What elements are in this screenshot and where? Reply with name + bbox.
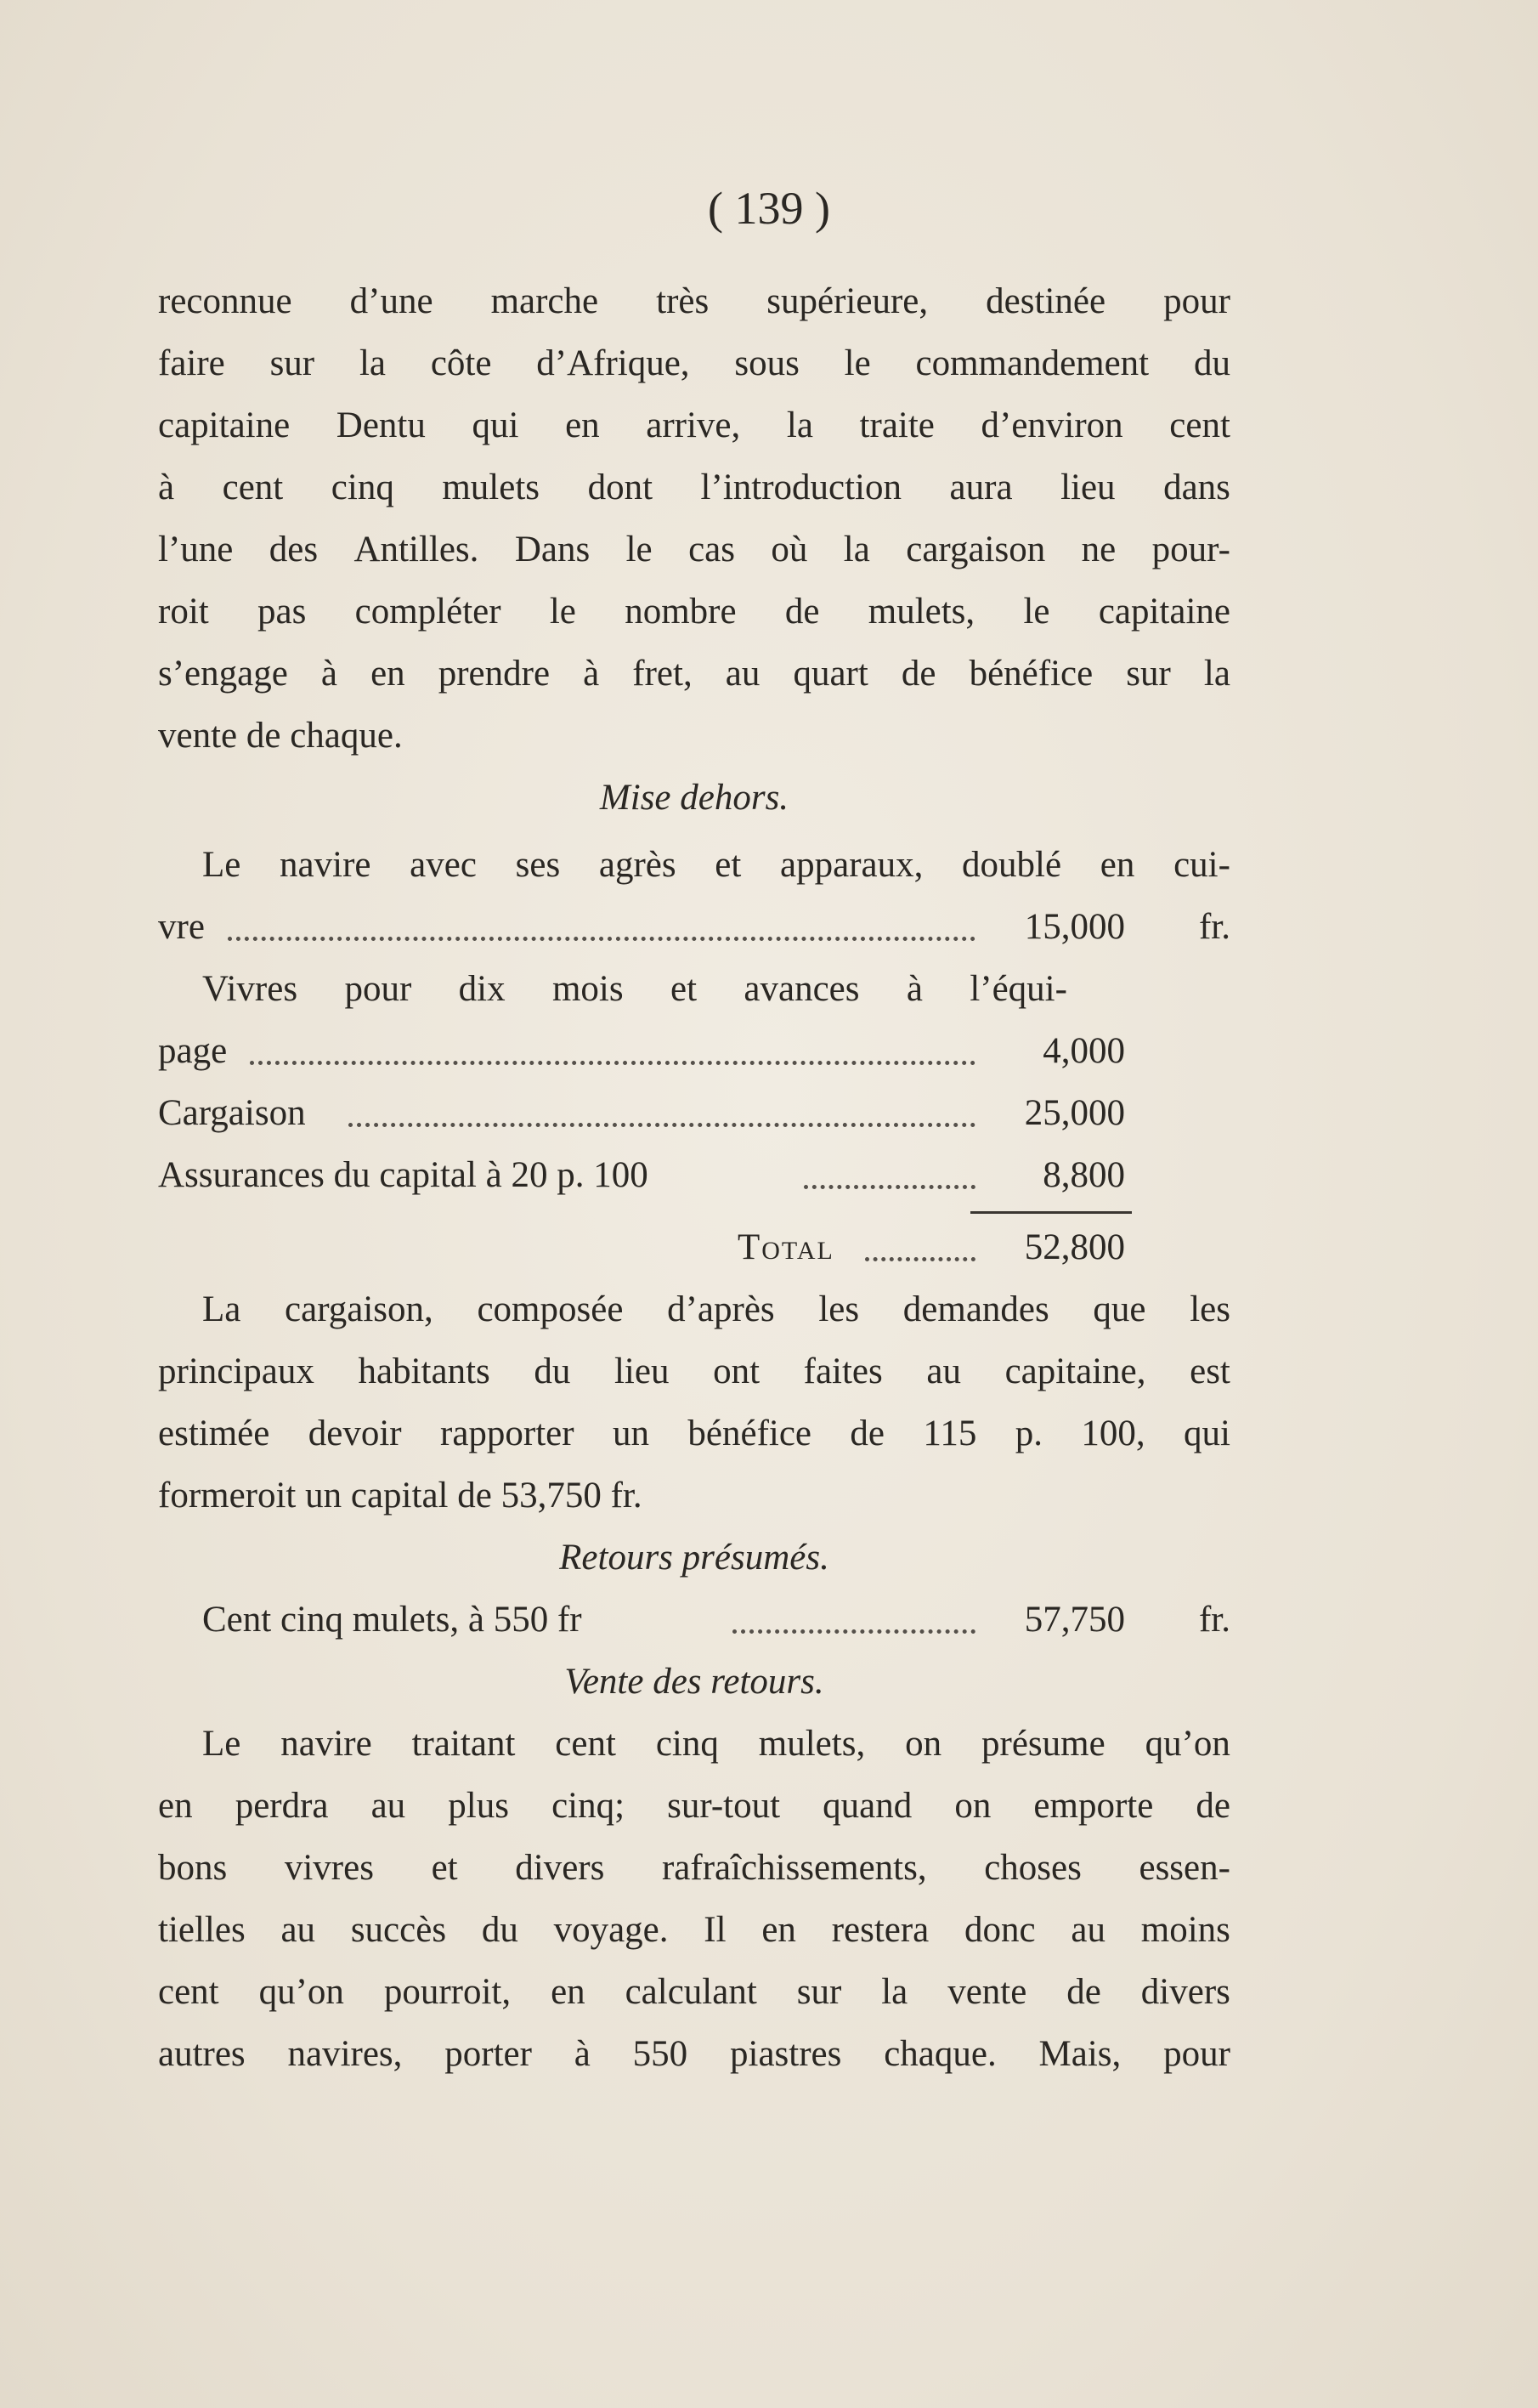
word: d’Afrique, <box>536 343 690 383</box>
word: qui <box>472 405 519 445</box>
word: la <box>843 530 870 569</box>
word: sous <box>734 343 800 383</box>
word: le <box>844 343 871 383</box>
word: lieu <box>614 1351 670 1391</box>
word: sur <box>1126 654 1171 694</box>
page-number: ( 139 ) <box>708 183 830 234</box>
word: porter <box>444 2034 532 2074</box>
sum-rule-wrap <box>158 1206 1230 1216</box>
word: le <box>625 530 653 569</box>
word: et <box>431 1848 458 1888</box>
word: à <box>583 654 600 694</box>
word: emporte <box>1033 1786 1154 1826</box>
outlay-table <box>158 834 1230 1278</box>
text-line <box>158 1775 1230 1837</box>
word: navire <box>280 845 371 885</box>
word: lieu <box>1060 467 1116 507</box>
outlay-row-vivres <box>158 1020 1230 1082</box>
dot-leader <box>250 1061 975 1065</box>
outlay-label: Cargaison <box>158 1093 306 1133</box>
word: cinq; <box>551 1786 625 1826</box>
word: des <box>269 530 319 569</box>
word: à <box>320 654 337 694</box>
word: au <box>926 1351 961 1391</box>
word: sur-tout <box>667 1786 781 1826</box>
word: au <box>1071 1910 1105 1950</box>
word: composée <box>477 1289 624 1329</box>
word: navire <box>280 1724 372 1764</box>
word: pour <box>344 969 412 1009</box>
text-line <box>158 1837 1230 1899</box>
total-amount: 52,800 <box>1024 1227 1125 1267</box>
word: formeroit un capital de 53,750 fr. <box>158 1476 642 1516</box>
text-line <box>158 1713 1230 1775</box>
word: au <box>280 1910 316 1950</box>
word: mulets, <box>868 592 975 632</box>
word: aura <box>949 467 1013 507</box>
paragraph-continuation <box>158 270 1230 767</box>
word: du <box>1193 343 1230 383</box>
text-line <box>158 1340 1230 1402</box>
word: cinq <box>331 467 394 507</box>
word: Il <box>704 1910 727 1950</box>
text-line <box>158 1961 1230 2023</box>
word: capitaine, <box>1004 1351 1146 1391</box>
outlay-amount: 8,800 <box>1043 1155 1125 1195</box>
word: chaque. <box>884 2034 997 2074</box>
word: les <box>1190 1289 1230 1329</box>
word: qu’on <box>1145 1724 1230 1764</box>
word: à <box>906 969 923 1009</box>
currency-unit: fr. <box>1198 1600 1230 1640</box>
word: destinée <box>986 281 1106 321</box>
word: Le <box>202 1724 241 1764</box>
word: prendre <box>438 654 551 694</box>
word: côte <box>430 343 492 383</box>
page-body <box>158 270 1230 2085</box>
word: nombre <box>625 592 737 632</box>
text-line <box>158 1278 1230 1340</box>
word: marche <box>490 281 599 321</box>
word: Vivres <box>202 969 298 1009</box>
word: en <box>761 1910 796 1950</box>
word: 100, <box>1081 1414 1145 1453</box>
word: autres <box>158 2034 246 2074</box>
word: en <box>551 1972 585 2012</box>
retours-row <box>158 1589 1230 1651</box>
word: pourroit, <box>383 1972 512 2012</box>
word: la <box>1203 654 1230 694</box>
word: rafraîchissements, <box>661 1848 927 1888</box>
word: que <box>1093 1289 1146 1329</box>
word: le <box>1023 592 1050 632</box>
word: 115 <box>923 1414 977 1453</box>
word: au <box>370 1786 406 1826</box>
word: 550 <box>632 2034 688 2074</box>
dot-leader <box>348 1123 975 1127</box>
word: roit <box>158 592 209 632</box>
word: au <box>725 654 761 694</box>
total-label: Total <box>738 1227 834 1267</box>
word: qui <box>1184 1414 1230 1453</box>
word: sur <box>796 1972 842 2012</box>
text-line <box>158 1465 1230 1527</box>
word: demandes <box>902 1289 1049 1329</box>
word: ses <box>515 845 561 885</box>
word: d’une <box>349 281 433 321</box>
word: d’environ <box>981 405 1123 445</box>
text-line <box>158 705 1230 767</box>
currency-unit: fr. <box>1198 907 1230 947</box>
text-line <box>158 394 1230 456</box>
text-line <box>158 2023 1230 2085</box>
word: vente de chaque. <box>158 716 403 756</box>
word: pour <box>1163 2034 1230 2074</box>
word: la <box>359 343 386 383</box>
word: on <box>954 1786 992 1826</box>
word: vente <box>947 1972 1027 2012</box>
section-heading-mise-dehors: Mise dehors. <box>599 778 789 818</box>
word: principaux <box>158 1351 314 1391</box>
word: Dans <box>514 530 591 569</box>
dot-leader <box>804 1185 975 1189</box>
outlay-row-navire <box>158 896 1230 958</box>
outlay-label: page <box>158 1031 228 1071</box>
word: sur <box>269 343 315 383</box>
word: présume <box>981 1724 1105 1764</box>
word: on <box>905 1724 942 1764</box>
word: rapporter <box>440 1414 574 1453</box>
word: avances <box>744 969 860 1009</box>
word: calculant <box>625 1972 757 2012</box>
word: mulets <box>442 467 540 507</box>
word: cui- <box>1173 845 1230 885</box>
outlay-row-cargaison <box>158 1082 1230 1144</box>
word: en <box>565 405 600 445</box>
retours-label: Cent cinq mulets, à 550 fr <box>202 1600 582 1640</box>
word: dix <box>458 969 506 1009</box>
word: Mais, <box>1038 2034 1122 2074</box>
text-line <box>158 456 1230 518</box>
word: vivres <box>284 1848 374 1888</box>
text-line <box>158 1402 1230 1465</box>
section-heading-retours: Retours présumés. <box>559 1538 829 1578</box>
word: tielles <box>158 1910 246 1950</box>
word: cas <box>688 530 735 569</box>
word: p. <box>1015 1414 1043 1453</box>
paragraph-cargaison <box>158 1278 1230 1527</box>
word: arrive, <box>646 405 741 445</box>
word: ne <box>1081 530 1117 569</box>
word: où <box>771 530 808 569</box>
word: l’une <box>158 530 234 569</box>
word: succès <box>350 1910 447 1950</box>
word: devoir <box>308 1414 402 1453</box>
word: la <box>881 1972 908 2012</box>
outlay-amount: 4,000 <box>1043 1031 1125 1071</box>
word: restera <box>831 1910 930 1950</box>
word: cent <box>158 1972 219 2012</box>
outlay-row-total <box>158 1216 1230 1278</box>
word: cargaison <box>906 530 1046 569</box>
text-line <box>158 1899 1230 1961</box>
word: bons <box>158 1848 228 1888</box>
word: cent <box>1169 405 1230 445</box>
word: plus <box>448 1786 509 1826</box>
word: en <box>158 1786 193 1826</box>
word: apparaux, <box>780 845 924 885</box>
word: estimée <box>158 1414 270 1453</box>
word: est <box>1190 1351 1230 1391</box>
word: reconnue <box>158 281 292 321</box>
word: pour <box>1163 281 1230 321</box>
word: commandement <box>915 343 1150 383</box>
outlay-label: vre <box>158 907 205 947</box>
word: cargaison, <box>285 1289 433 1329</box>
word: faites <box>803 1351 883 1391</box>
word: supérieure, <box>766 281 929 321</box>
text-line <box>158 958 1067 1020</box>
word: mulets, <box>758 1724 866 1764</box>
word: agrès <box>598 845 676 885</box>
word: capitaine <box>158 405 291 445</box>
word: perdra <box>235 1786 329 1826</box>
word: qu’on <box>258 1972 344 2012</box>
word: s’engage <box>158 654 288 694</box>
outlay-amount: 25,000 <box>1024 1093 1125 1133</box>
word: dans <box>1163 467 1230 507</box>
word: du <box>481 1910 518 1950</box>
outlay-row-assurances <box>158 1144 1230 1206</box>
word: avec <box>410 845 477 885</box>
word: voyage. <box>553 1910 669 1950</box>
word: ont <box>713 1351 761 1391</box>
word: de <box>784 592 820 632</box>
outlay-label: Assurances du capital à 20 p. 100 <box>158 1155 648 1195</box>
sum-rule <box>970 1211 1132 1214</box>
word: piastres <box>730 2034 842 2074</box>
text-line <box>158 332 1230 394</box>
word: bénéfice <box>687 1414 812 1453</box>
word: en <box>1100 845 1135 885</box>
word: de <box>850 1414 885 1453</box>
outlay-amount: 15,000 <box>1024 907 1125 947</box>
word: et <box>715 845 742 885</box>
word: de <box>1066 1972 1101 2012</box>
word: cent <box>555 1724 616 1764</box>
word: fret, <box>632 654 693 694</box>
word: cent <box>222 467 284 507</box>
word: divers <box>515 1848 605 1888</box>
word: divers <box>1140 1972 1230 2012</box>
word: quand <box>823 1786 913 1826</box>
dot-leader <box>228 937 975 941</box>
word: traitant <box>411 1724 516 1764</box>
word: de <box>1196 1786 1230 1826</box>
text-line <box>158 581 1230 643</box>
word: habitants <box>358 1351 490 1391</box>
word: un <box>613 1414 649 1453</box>
word: quart <box>793 654 868 694</box>
word: Antilles. <box>353 530 479 569</box>
word: mois <box>551 969 624 1009</box>
word: capitaine <box>1098 592 1230 632</box>
word: navires, <box>287 2034 403 2074</box>
word: dont <box>587 467 653 507</box>
word: pour- <box>1151 530 1230 569</box>
word: traite <box>859 405 935 445</box>
word: cinq <box>655 1724 719 1764</box>
word: les <box>818 1289 860 1329</box>
word: et <box>670 969 698 1009</box>
text-line <box>158 643 1230 705</box>
section-heading-vente: Vente des retours. <box>564 1662 824 1702</box>
text-line <box>158 270 1230 332</box>
word: essen- <box>1139 1848 1230 1888</box>
word: pas <box>257 592 307 632</box>
word: doublé <box>962 845 1062 885</box>
paragraph-vente <box>158 1713 1230 2085</box>
text-line <box>158 518 1230 581</box>
word: le <box>549 592 576 632</box>
word: choses <box>984 1848 1082 1888</box>
retours-amount: 57,750 <box>1024 1600 1125 1640</box>
word: à <box>574 2034 591 2074</box>
text-line <box>158 834 1230 896</box>
word: la <box>786 405 813 445</box>
word: de <box>901 654 936 694</box>
word: La <box>202 1289 241 1329</box>
word: bénéfice <box>969 654 1094 694</box>
word: compléter <box>354 592 501 632</box>
word: en <box>370 654 405 694</box>
word: du <box>534 1351 571 1391</box>
word: donc <box>964 1910 1036 1950</box>
word: l’introduction <box>700 467 902 507</box>
dot-leader <box>865 1257 975 1261</box>
word: à <box>158 467 175 507</box>
word: Dentu <box>336 405 426 445</box>
dot-leader <box>732 1629 975 1634</box>
word: moins <box>1140 1910 1230 1950</box>
word: l’équi- <box>970 969 1067 1009</box>
word: très <box>656 281 710 321</box>
word: Le <box>202 845 241 885</box>
word: faire <box>158 343 225 383</box>
word: d’après <box>667 1289 775 1329</box>
